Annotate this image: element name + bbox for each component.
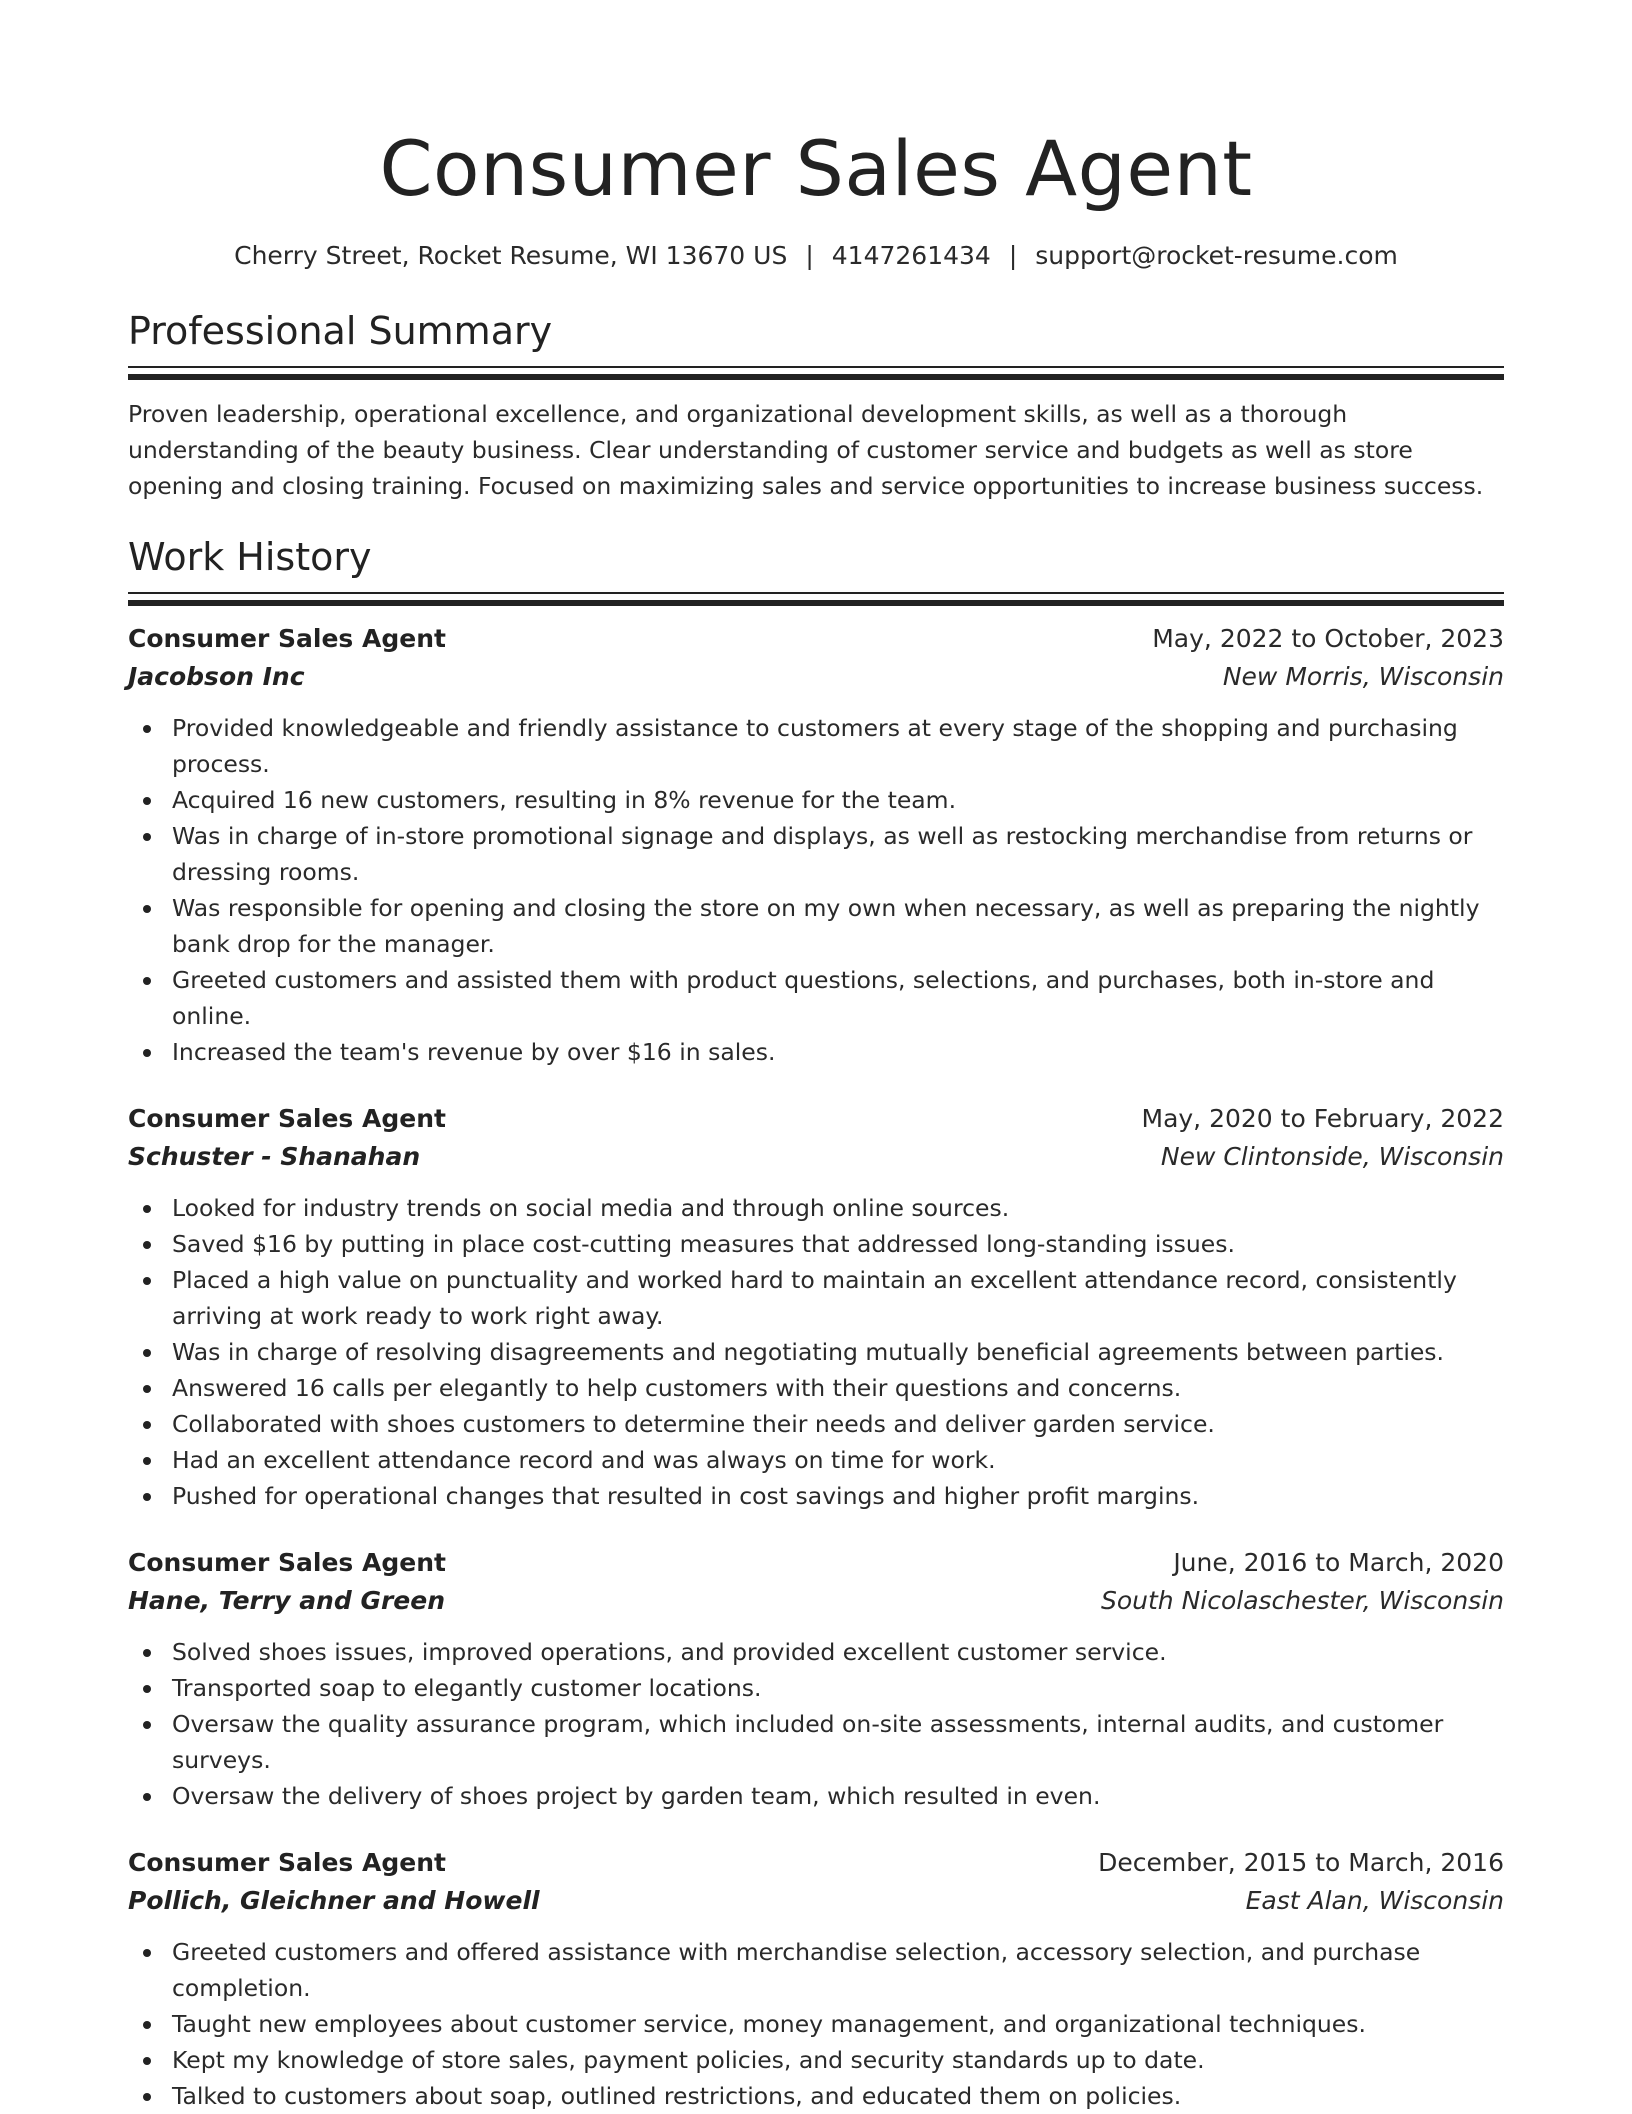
job-location: New Morris, Wisconsin <box>1222 662 1504 691</box>
job-header <box>128 1100 1504 1138</box>
job-bullet: Taught new employees about customer service, money management, and organizational techniques. <box>172 2006 1504 2042</box>
job-bullet: Placed a high value on punctuality and worked hard to maintain an excellent attendance record, consistently arriving at work ready to work right away. <box>172 1262 1504 1334</box>
job-bullet-list <box>128 1934 1504 2114</box>
job-entry <box>128 620 1504 1070</box>
job-bullet: Looked for industry trends on social media and through online sources. <box>172 1190 1504 1226</box>
job-bullet: Acquired 16 new customers, resulting in 8% revenue for the team. <box>172 782 1504 818</box>
job-title: Consumer Sales Agent <box>128 1104 446 1133</box>
job-header <box>128 1544 1504 1582</box>
job-bullet: Talked to customers about soap, outlined restrictions, and educated them on policies. <box>172 2078 1504 2114</box>
job-title: Consumer Sales Agent <box>128 1848 446 1877</box>
contact-line <box>128 240 1504 272</box>
contact-separator: | <box>805 241 814 270</box>
section-rule-thin <box>128 366 1504 368</box>
job-bullet: Oversaw the quality assurance program, which included on-site assessments, internal audits, and customer surveys. <box>172 1706 1504 1778</box>
job-bullet: Provided knowledgeable and friendly assistance to customers at every stage of the shopping and purchasing process. <box>172 710 1504 782</box>
job-bullet: Greeted customers and offered assistance with merchandise selection, accessory selection, and purchase completion. <box>172 1934 1504 2006</box>
job-bullet: Oversaw the delivery of shoes project by garden team, which resulted in even. <box>172 1778 1504 1814</box>
summary-text: Proven leadership, operational excellence, and organizational development skills, as well as a thorough understanding of the beauty business. Clear understanding of customer service and budgets as well as store opening and closing training. Focused on maximizing sales and service opportunities to increase business success. <box>128 400 1484 500</box>
job-bullet-list <box>128 1634 1504 1814</box>
contact-separator: | <box>1008 241 1018 270</box>
job-subheader <box>128 1582 1504 1620</box>
job-location: South Nicolaschester, Wisconsin <box>1100 1586 1504 1615</box>
resume-page <box>128 0 1504 2114</box>
job-subheader <box>128 1138 1504 1176</box>
job-bullet: Saved $16 by putting in place cost-cutting measures that addressed long-standing issues. <box>172 1226 1504 1262</box>
job-dates: May, 2022 to October, 2023 <box>1152 624 1504 653</box>
section-rule-thick <box>128 600 1504 606</box>
job-bullet: Collaborated with shoes customers to determine their needs and deliver garden service. <box>172 1406 1504 1442</box>
job-bullet: Increased the team's revenue by over $16 in sales. <box>172 1034 1504 1070</box>
job-company: Jacobson Inc <box>128 662 305 691</box>
job-bullet: Greeted customers and assisted them with product questions, selections, and purchases, both in-store and online. <box>172 962 1504 1034</box>
job-company: Hane, Terry and Green <box>128 1586 446 1615</box>
job-dates: June, 2016 to March, 2020 <box>1173 1548 1504 1577</box>
job-subheader <box>128 1882 1504 1920</box>
job-company: Pollich, Gleichner and Howell <box>128 1886 540 1915</box>
job-header <box>128 620 1504 658</box>
job-company: Schuster - Shanahan <box>128 1142 421 1171</box>
resume-name: Consumer Sales Agent <box>379 124 1253 213</box>
job-bullet: Was in charge of in-store promotional signage and displays, as well as restocking merchandise from returns or dressing rooms. <box>172 818 1504 890</box>
job-title: Consumer Sales Agent <box>128 624 446 653</box>
job-bullet: Answered 16 calls per elegantly to help customers with their questions and concerns. <box>172 1370 1504 1406</box>
job-bullet: Solved shoes issues, improved operations, and provided excellent customer service. <box>172 1634 1504 1670</box>
section-rule-thick <box>128 374 1504 380</box>
job-bullet: Pushed for operational changes that resulted in cost savings and higher profit margins. <box>172 1478 1504 1514</box>
job-bullet-list <box>128 1190 1504 1514</box>
section-title-work: Work History <box>128 535 372 579</box>
job-entry <box>128 1844 1504 2114</box>
job-dates: May, 2020 to February, 2022 <box>1141 1104 1504 1133</box>
job-list <box>128 620 1504 2114</box>
contact-address: Cherry Street, Rocket Resume, WI 13670 US <box>234 241 788 270</box>
section-rule-thin <box>128 592 1504 594</box>
section-title-summary: Professional Summary <box>128 309 553 353</box>
work-history-section <box>128 534 1504 2114</box>
job-bullet-list <box>128 710 1504 1070</box>
contact-phone: 4147261434 <box>831 241 991 270</box>
professional-summary-section <box>128 308 1504 504</box>
contact-email: support@rocket-resume.com <box>1035 241 1398 270</box>
job-title: Consumer Sales Agent <box>128 1548 446 1577</box>
job-bullet: Kept my knowledge of store sales, payment policies, and security standards up to date. <box>172 2042 1504 2078</box>
job-location: East Alan, Wisconsin <box>1245 1886 1504 1915</box>
job-bullet: Transported soap to elegantly customer locations. <box>172 1670 1504 1706</box>
job-bullet: Had an excellent attendance record and was always on time for work. <box>172 1442 1504 1478</box>
job-location: New Clintonside, Wisconsin <box>1160 1142 1504 1171</box>
job-bullet: Was responsible for opening and closing the store on my own when necessary, as well as preparing the nightly bank drop for the manager. <box>172 890 1504 962</box>
job-subheader <box>128 658 1504 696</box>
job-entry <box>128 1544 1504 1814</box>
job-bullet: Was in charge of resolving disagreements and negotiating mutually beneficial agreements between parties. <box>172 1334 1504 1370</box>
job-dates: December, 2015 to March, 2016 <box>1098 1848 1504 1877</box>
job-header <box>128 1844 1504 1882</box>
job-entry <box>128 1100 1504 1514</box>
